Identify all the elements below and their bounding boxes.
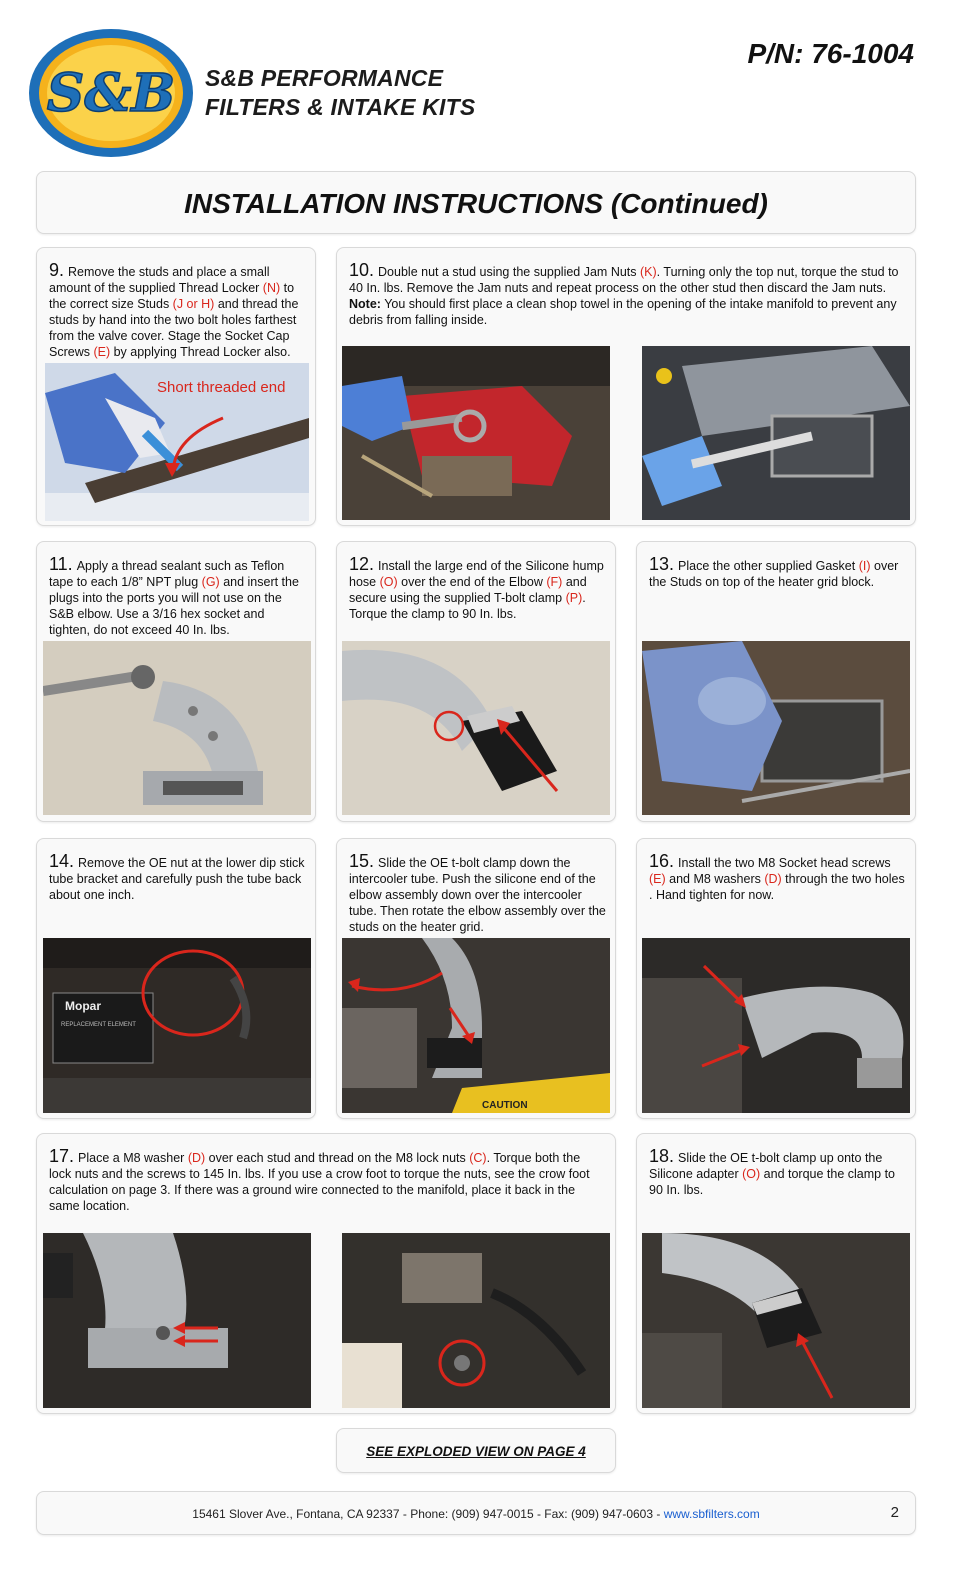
step-text-part: Apply a thread sealant such as Teflon tape to each 1/8” NPT plug	[49, 559, 285, 589]
step-text-part: Slide the OE t-bolt clamp up onto the Silicone adapter	[649, 1151, 883, 1181]
step-number: 9.	[49, 260, 65, 280]
step-17-photo-2	[342, 1233, 610, 1408]
step-13-photo	[642, 641, 910, 815]
see-exploded-view-box	[336, 1428, 616, 1473]
step-16-card	[636, 838, 916, 1119]
step-number: 17.	[49, 1146, 75, 1166]
step-number: 13.	[649, 554, 675, 574]
short-threaded-end-caption: Short threaded end	[157, 379, 286, 396]
brand-name	[205, 64, 475, 122]
note-label: Note:	[349, 297, 381, 311]
page-number: 2	[890, 1504, 899, 1521]
part-number: P/N: 76-1004	[747, 38, 914, 69]
page-title: INSTALLATION INSTRUCTIONS (Continued)	[184, 188, 768, 219]
step-text-part: Place a M8 washer	[78, 1151, 188, 1165]
step-13-card	[636, 541, 916, 822]
step-18-photo	[642, 1233, 910, 1408]
step-17-text	[49, 1148, 605, 1214]
step-text-part: and thread the studs by hand into the two bolt holes farthest from the valve cover. Stage the Socket Cap Screws	[49, 297, 299, 359]
step-9-photo	[45, 363, 309, 521]
step-text-part: Remove the studs and place a small amount of the supplied Thread Locker	[49, 265, 270, 295]
step-12-card	[336, 541, 616, 822]
step-11-text	[49, 556, 307, 638]
step-number: 18.	[649, 1146, 675, 1166]
step-number: 14.	[49, 851, 75, 871]
step-text-part: over the end of the Elbow	[397, 575, 547, 589]
part-ref: (O)	[379, 575, 398, 589]
website-link[interactable]: www.sbfilters.com	[663, 1507, 760, 1521]
step-16-photo	[642, 938, 910, 1113]
step-text-part: You should first place a clean shop towel in the opening of the intake manifold to prevent any debris from falling inside.	[349, 297, 897, 327]
step-text-part: by applying Thread Locker also.	[110, 345, 291, 359]
step-14-photo	[43, 938, 311, 1113]
part-ref: (E)	[649, 872, 666, 886]
step-number: 11.	[49, 554, 73, 574]
step-text-part: . Torque the clamp to 90 In. lbs.	[349, 591, 586, 621]
brand-line-1: S&B PERFORMANCE	[205, 65, 444, 91]
part-ref: (D)	[187, 1151, 206, 1165]
step-number: 15.	[349, 851, 375, 871]
logo-lettering: S&B	[46, 63, 176, 124]
step-text-part: over the Studs on top of the heater grid block.	[649, 559, 899, 589]
step-text-part: Place the other supplied Gasket	[678, 559, 859, 573]
step-text-part: to the correct size Studs	[49, 281, 295, 311]
step-number: 12.	[349, 554, 375, 574]
step-15-card	[336, 838, 616, 1119]
see-exploded-view-text: SEE EXPLODED VIEW ON PAGE 4	[366, 1444, 586, 1459]
part-ref: (O)	[742, 1167, 761, 1181]
part-ref: (K)	[640, 265, 657, 279]
part-ref: (I)	[858, 559, 871, 573]
step-text-part: and secure using the supplied T-bolt clamp	[349, 575, 587, 605]
step-9-text	[49, 262, 307, 360]
caution-sticker: CAUTION	[482, 1100, 528, 1111]
step-text-part: through the two holes . Hand tighten for now.	[649, 872, 905, 902]
step-text-part: and M8 washers	[665, 872, 765, 886]
footer-contact	[37, 1507, 915, 1521]
step-text-part: and insert the plugs into the ports you will not use on the S&B elbow. Use a 3/16 hex socket and tighten, do not exceed 40 In. lbs.	[49, 575, 299, 637]
step-text-part: over each stud and thread on the M8 lock nuts	[205, 1151, 470, 1165]
step-text-part: Install the large end of the Silicone hump hose	[349, 559, 604, 589]
part-ref: (N)	[262, 281, 281, 295]
sb-logo	[28, 27, 198, 159]
step-text-part: Remove the OE nut at the lower dip stick tube bracket and carefully push the tube back about one inch.	[49, 856, 305, 902]
step-text-part: Double nut a stud using the supplied Jam Nuts	[378, 265, 640, 279]
step-15-photo	[342, 938, 610, 1113]
step-10-photo-2	[642, 346, 910, 520]
step-13-text	[649, 556, 907, 590]
step-18-text	[649, 1148, 907, 1198]
step-10-photo-1	[342, 346, 610, 520]
step-text-part: . Turning only the top nut, torque the stud to 40 In. lbs. Remove the Jam nuts and repeat process on the other stud then discard the Jam nuts.	[349, 265, 899, 295]
step-18-card	[636, 1133, 916, 1414]
step-text-part: Install the two M8 Socket head screws	[678, 856, 891, 870]
part-ref: (D)	[764, 872, 782, 886]
part-ref: (F)	[546, 575, 563, 589]
part-ref: (P)	[565, 591, 583, 605]
step-15-text	[349, 853, 607, 935]
step-12-text	[349, 556, 607, 622]
step-text-part: . Torque both the lock nuts and the screws to 145 In. lbs. If you use a crow foot to torque the nuts, see the crow foot calculation on page 3. If there was a ground wire connected to the manifold, place it back in the same location.	[49, 1151, 590, 1213]
footer-address: 15461 Slover Ave., Fontana, CA 92337 - Phone: (909) 947-0015 - Fax: (909) 947-0603 -	[192, 1507, 664, 1521]
step-16-text	[649, 853, 907, 903]
step-11-photo	[43, 641, 311, 815]
step-text-part: Slide the OE t-bolt clamp down the intercooler tube. Push the silicone end of the elbow assembly down over the intercooler tube. Then rotate the elbow assembly over the studs on the heater grid.	[349, 856, 606, 934]
step-14-text	[49, 853, 307, 903]
mopar-label-brand: Mopar	[65, 999, 101, 1013]
step-12-photo	[342, 641, 610, 815]
part-ref: (G)	[201, 575, 220, 589]
step-17-photo-1	[43, 1233, 311, 1408]
mopar-label-sub: REPLACEMENT ELEMENT	[61, 1022, 136, 1028]
footer	[36, 1491, 916, 1535]
part-ref: (E)	[93, 345, 111, 359]
step-10-card	[336, 247, 916, 526]
title-box	[36, 171, 916, 234]
step-10-text	[349, 262, 905, 328]
step-14-card	[36, 838, 316, 1119]
step-17-card	[36, 1133, 616, 1414]
step-text-part: and torque the clamp to 90 In. lbs.	[649, 1167, 895, 1197]
step-11-card	[36, 541, 316, 822]
part-ref: (C)	[469, 1151, 487, 1165]
step-9-card	[36, 247, 316, 526]
step-number: 10.	[349, 260, 375, 280]
part-ref: (J or H)	[172, 297, 215, 311]
brand-line-2: FILTERS & INTAKE KITS	[205, 94, 476, 120]
step-number: 16.	[649, 851, 675, 871]
